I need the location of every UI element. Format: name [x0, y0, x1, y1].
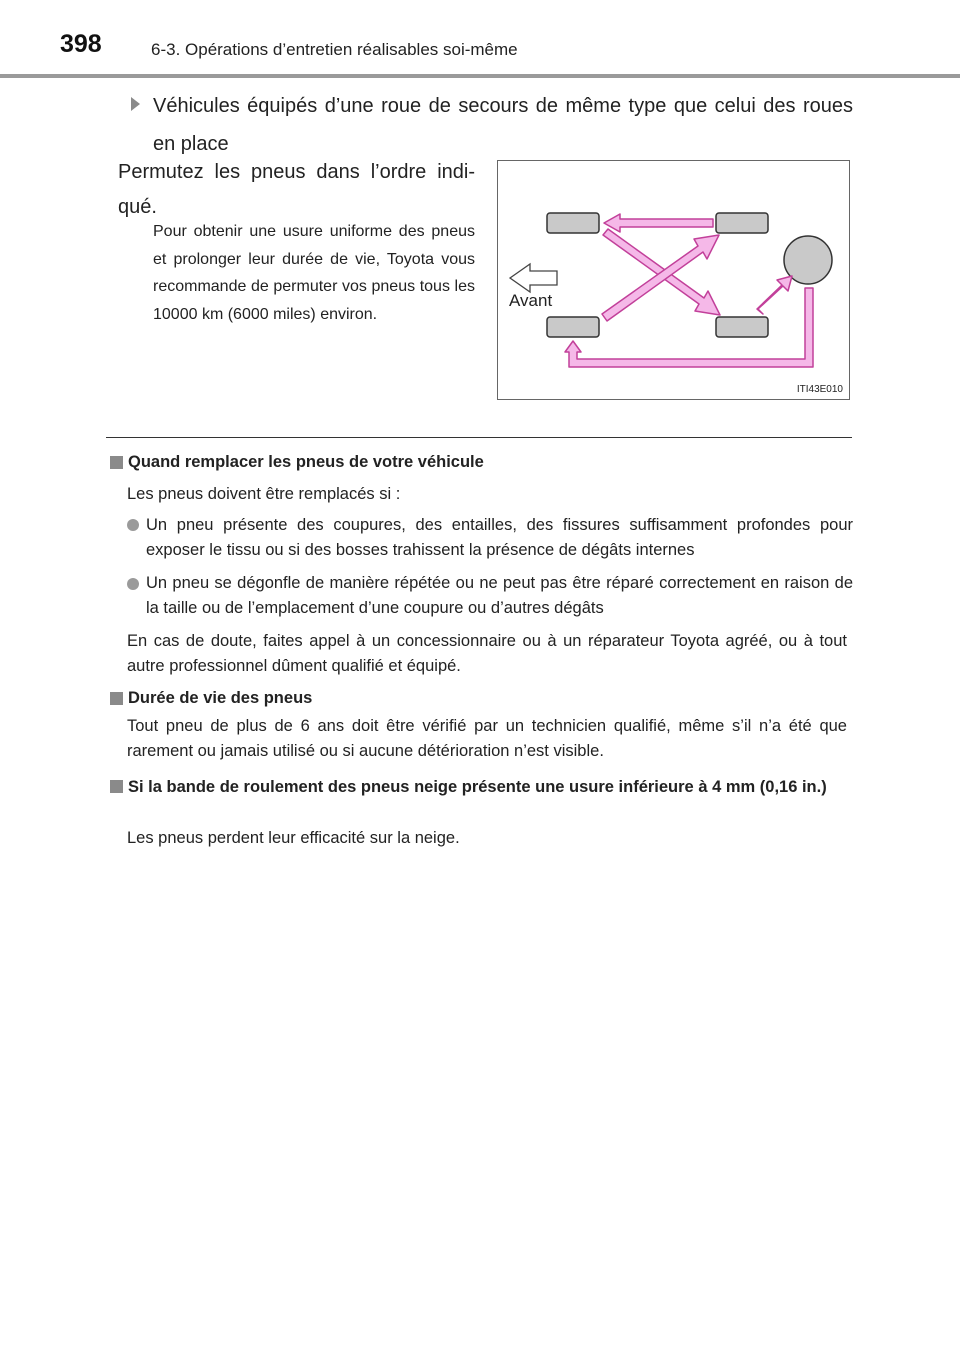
tire-rear-left — [547, 317, 599, 337]
note-outro-replace: En cas de doute, faites appel à un concessionnaire ou à un réparateur Toyota agréé, ou à tout autre professionnel dûment qualifié et équipé. — [127, 632, 847, 675]
page-number: 398 — [60, 30, 102, 58]
note-intro-replace: Les pneus doivent être remplacés si : — [127, 485, 401, 503]
square-bullet-icon — [110, 780, 123, 798]
rotation-recommendation: Pour obtenir une usure uniforme des pneus et prolonger leur durée de vie, Toyota vous recommande de permuter vos pneus tous les 10000 km (6000 miles) environ. — [153, 223, 475, 323]
note-heading-lifetime: Durée de vie des pneus — [128, 689, 313, 707]
section-divider — [106, 437, 852, 438]
front-label: Avant — [509, 291, 553, 310]
header-rule — [0, 74, 960, 78]
square-bullet-icon — [110, 456, 123, 474]
tire-front-right — [716, 213, 768, 233]
tire-rotation-figure — [498, 161, 851, 401]
note-body-lifetime: Tout pneu de plus de 6 ans doit être vérifié par un technicien qualifié, même s’il n’a été que rarement ou jamais utilisé ou si aucune détérioration n’est visible. — [127, 717, 847, 760]
arrow-front-right-to-front-left — [604, 214, 713, 232]
bullet-cuts: Un pneu présente des coupures, des entailles, des fissures suffisamment profondes pour exposer le tissu ou si des bosses trahissent la présence de dégâts internes — [146, 516, 853, 559]
note-body-snow: Les pneus perdent leur efficacité sur la neige. — [127, 829, 460, 847]
circle-bullet-icon — [127, 518, 139, 536]
section-title: 6-3. Opérations d’entretien réalisables soi-même — [151, 40, 518, 59]
tire-rotation-diagram — [497, 160, 850, 400]
note-heading-replace: Quand remplacer les pneus de votre véhicule — [128, 453, 484, 471]
tire-front-left — [547, 213, 599, 233]
arrow-rear-left-to-spare — [565, 288, 813, 367]
figure-code: ITI43E010 — [796, 384, 843, 395]
square-bullet-icon — [110, 692, 123, 710]
arrow-spare-to-rear-right — [757, 276, 792, 314]
triangle-bullet-icon — [131, 97, 140, 111]
tire-rear-right — [716, 317, 768, 337]
note-heading-snow: Si la bande de roulement des pneus neige présente une usure inférieure à 4 mm (0,16 in.) — [128, 778, 827, 796]
spare-section-heading: Véhicules équipés d’une roue de secours de même type que celui des roues en place — [153, 95, 853, 155]
rotation-instruction: Permutez les pneus dans l’ordre indi-qué. — [118, 161, 475, 218]
circle-bullet-icon — [127, 577, 139, 595]
bullet-deflation: Un pneu se dégonfle de manière répétée ou ne peut pas être réparé correctement en raison de la taille ou de l’emplacement d’une coupure ou d’autres dégâts — [146, 574, 853, 617]
front-direction-arrow — [510, 264, 557, 292]
